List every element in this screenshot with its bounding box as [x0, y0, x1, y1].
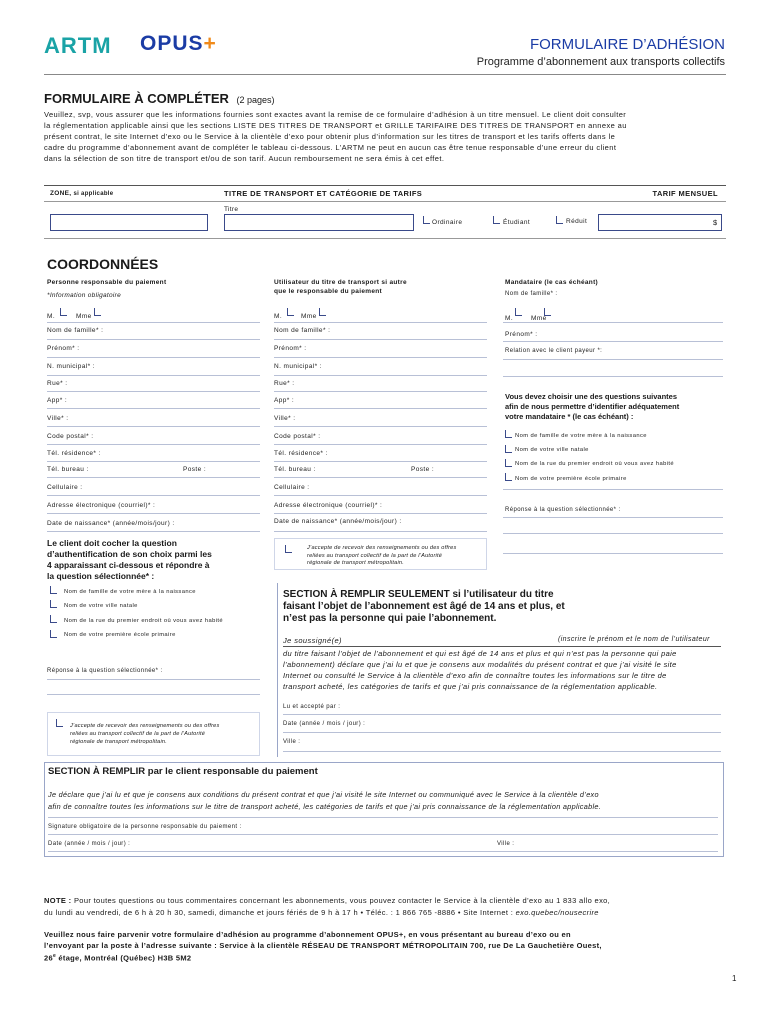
- col3-m-checkbox[interactable]: [515, 308, 522, 316]
- payer-paragraph: [48, 789, 601, 813]
- field-line: [274, 408, 487, 409]
- field-line: [274, 375, 487, 376]
- section14-heading-line: faisant l’objet de l’abonnement est âgé de 14 ans et plus, et: [283, 601, 565, 612]
- titre-header: TITRE DE TRANSPORT ET CATÉGORIE DE TARIFS: [224, 189, 423, 198]
- field-line: [47, 339, 260, 340]
- field-line: [48, 834, 718, 835]
- col3-question-intro: [505, 392, 679, 422]
- col2-m-label: M.: [274, 313, 283, 320]
- artm-logo: ARTM: [44, 33, 112, 58]
- col1-nom-field[interactable]: Nom de famille* :: [47, 327, 104, 334]
- col3-m-label: M.: [505, 315, 514, 322]
- auth-q-ecole-checkbox[interactable]: [50, 630, 57, 638]
- field-line: [503, 359, 723, 360]
- col3-q-ecole-label: Nom de votre première école primaire: [515, 476, 627, 482]
- col1-naissance-field[interactable]: Date de naissance* (année/mois/jour) :: [47, 520, 175, 527]
- field-line: [274, 391, 487, 392]
- payer-signature-field[interactable]: Signature obligatoire de la personne responsable du paiement :: [48, 824, 242, 830]
- intro-paragraph: [44, 109, 734, 164]
- reduit-label: Réduit: [566, 218, 588, 225]
- col1-code-postal-field[interactable]: Code postal* :: [47, 433, 94, 440]
- footer-note-label: NOTE :: [44, 896, 72, 905]
- col3-question-line: votre mandataire * (le cas échéant) :: [505, 412, 634, 421]
- col3-q-mere-label: Nom de famille de votre mère à la naissance: [515, 433, 647, 439]
- col3-q-ville-label: Nom de votre ville natale: [515, 447, 589, 453]
- intro-line: cadre du programme d’abonnement avant de compléter le tableau ci-dessous. L’ARTM ne peut en aucun cas être tenue responsable d’une erreur du client: [44, 143, 617, 152]
- field-line: [274, 357, 487, 358]
- col3-header: Mandataire (le cas échéant): [505, 279, 598, 286]
- col2-header-line: Utilisateur du titre de transport si autre: [274, 279, 407, 286]
- col3-mme-label: Mme: [531, 315, 547, 322]
- ordinaire-label: Ordinaire: [432, 219, 463, 226]
- field-line: [48, 817, 718, 818]
- opus-logo-text: OPUS: [140, 32, 204, 55]
- col1-mme-checkbox[interactable]: [94, 308, 101, 316]
- tarif-header: TARIF MENSUEL: [652, 189, 718, 198]
- etudiant-label: Étudiant: [503, 219, 531, 226]
- footer-note-text: du lundi au vendredi, de 6 h à 20 h 30, samedi, dimanche et jours fériés de 9 h à 17 h • Téléc. : 1 866 765 -8886 • Site Internet :: [44, 908, 516, 917]
- page-number: 1: [732, 974, 737, 983]
- intro-line: Veuillez, svp, vous assurer que les informations fournies sont exactes avant la remise de ce formulaire d’adhésion à un titre mensuel. Le client doit consulter: [44, 110, 627, 119]
- auth-q-mere-label: Nom de famille de votre mère à la naissance: [64, 589, 196, 595]
- footer-send-address: étage, Montréal (Québec) H3B 5M2: [56, 953, 192, 963]
- auth-consent-line: J’accepte de recevoir des renseignements ou des offres: [70, 723, 220, 729]
- col1-tel-bureau-field[interactable]: Tél. bureau :: [47, 466, 89, 473]
- section14-ville-field[interactable]: Ville :: [283, 739, 301, 745]
- field-line: [274, 426, 487, 427]
- field-line: [47, 408, 260, 409]
- col3-nom-label: Nom de famille* :: [505, 291, 558, 297]
- field-line: [47, 531, 260, 532]
- field-line: [47, 357, 260, 358]
- auth-q-ville-checkbox[interactable]: [50, 600, 57, 608]
- footer-note: [44, 895, 610, 919]
- col2-courriel-field[interactable]: Adresse électronique (courriel)* :: [274, 502, 383, 509]
- intro-line: présent contrat, le site Internet d’exo ou le Service à la clientèle d’exo pour obtenir plus d’information sur les titres de transport et les tarifs offerts dans le: [44, 132, 616, 141]
- col3-q-ecole-checkbox[interactable]: [505, 473, 512, 481]
- payer-paragraph-line: afin de connaître toutes les informations sur le titre de transport acheté, les catégories de tarifs et que j’ai pris connaissance de la réglementation applicable.: [48, 802, 602, 811]
- col3-q-mere-checkbox[interactable]: [505, 430, 512, 438]
- auth-consent-text: [70, 722, 219, 746]
- opus-logo: [140, 32, 217, 56]
- section14-date-field[interactable]: Date (année / mois / jour) :: [283, 721, 366, 727]
- col2-naissance-field[interactable]: Date de naissance* (année/mois/jour) :: [274, 518, 402, 525]
- col1-tel-residence-field[interactable]: Tél. résidence* :: [47, 450, 101, 457]
- section14-paragraph-line: l’abonnement) déclare que j’ai lu et que je consens aux modalités du présent contrat et que j’ai visité le site: [283, 660, 677, 669]
- tarif-input[interactable]: [598, 214, 722, 231]
- col3-relation-field[interactable]: Relation avec le client payeur *:: [505, 348, 603, 354]
- field-line: [503, 489, 723, 490]
- payer-paragraph-line: Je déclare que j’ai lu et que je consens aux conditions du présent contrat et que j’ai visité le site Internet ou communiqué avec le Service à la clientèle d’exo: [48, 790, 599, 799]
- col1-note: *Information obligatoire: [47, 292, 122, 299]
- field-line: [47, 495, 260, 496]
- col2-tel-bureau-field[interactable]: Tél. bureau :: [274, 466, 316, 473]
- col1-no-municipal-field[interactable]: N. municipal* :: [47, 363, 95, 370]
- col1-ville-field[interactable]: Ville* :: [47, 415, 69, 422]
- col2-no-municipal-field[interactable]: N. municipal* :: [274, 363, 322, 370]
- user-consent-line: J’accepte de recevoir des renseignements ou des offres: [307, 545, 457, 551]
- auth-heading-line: 4 apparaissant ci-dessous et répondre à: [47, 560, 210, 570]
- field-line: [283, 714, 721, 715]
- col1-m-checkbox[interactable]: [60, 308, 67, 316]
- auth-heading-line: d’authentification de son choix parmi les: [47, 549, 212, 559]
- section14-heading-rest: si l’utilisateur du titre: [449, 589, 554, 600]
- intro-pages: (2 pages): [236, 95, 275, 105]
- footer-send: [44, 929, 602, 964]
- section14-heading-line: n’est pas la personne qui paie l’abonnement.: [283, 613, 497, 624]
- field-line: [47, 461, 260, 462]
- table-bottom-line: [44, 238, 726, 239]
- col1-rue-field[interactable]: Rue* :: [47, 380, 68, 387]
- field-line: [503, 533, 723, 534]
- payer-heading-bold: SECTION À REMPLIR: [48, 766, 146, 777]
- col2-ville-field[interactable]: Ville* :: [274, 415, 296, 422]
- col2-tel-residence-field[interactable]: Tél. résidence* :: [274, 450, 328, 457]
- field-line: [503, 322, 723, 323]
- user-consent-checkbox[interactable]: [285, 545, 292, 553]
- intro-line: dans la sélection de son titre de transport et/ou de son tarif. Aucun remboursement ne sera émis à cet effet.: [44, 154, 445, 163]
- col3-mme-checkbox[interactable]: [544, 308, 551, 316]
- col2-m-checkbox[interactable]: [287, 308, 294, 316]
- etudiant-checkbox[interactable]: [493, 216, 500, 224]
- section-heading: [44, 91, 275, 106]
- field-line: [283, 751, 721, 752]
- col3-q-ville-checkbox[interactable]: [505, 445, 512, 453]
- footer-send-line: l’envoyant par la poste à l’adresse suivante : Service à la clientèle RÉSEAU DE TRANSPORT MÉTROPOLITAIN 700, rue De La Gauchetière Ouest,: [44, 941, 602, 950]
- field-line: [47, 391, 260, 392]
- col2-app-field[interactable]: App* :: [274, 397, 295, 404]
- titre-label: Titre: [224, 206, 239, 213]
- col1-app-field[interactable]: App* :: [47, 397, 68, 404]
- user-consent-line: reliées au transport collectif de la part de l’Autorité: [307, 552, 443, 559]
- coordonnees-heading: COORDONNÉES: [47, 256, 159, 272]
- field-line: [274, 495, 487, 496]
- auth-reponse-field[interactable]: Réponse à la question sélectionnée* :: [47, 668, 163, 674]
- header-divider: [44, 74, 726, 75]
- col3-question-line: afin de nous permettre d’identifier adéquatement: [505, 402, 680, 411]
- form-subtitle: Programme d’abonnement aux transports collectifs: [476, 56, 725, 68]
- form-title: FORMULAIRE D’ADHÉSION: [529, 36, 725, 53]
- field-line: [283, 732, 721, 733]
- field-line: [503, 341, 723, 342]
- field-line: [47, 322, 260, 323]
- field-line: [274, 339, 487, 340]
- col3-q-rue-label: Nom de la rue du premier endroit où vous avez habité: [515, 461, 675, 467]
- col1-mme-label: Mme: [76, 313, 92, 320]
- col2-cellulaire-field[interactable]: Cellulaire :: [274, 484, 310, 491]
- col3-reponse-field[interactable]: Réponse à la question sélectionnée* :: [505, 507, 621, 513]
- field-line: [47, 679, 260, 680]
- field-line: [283, 646, 721, 647]
- col2-mme-checkbox[interactable]: [319, 308, 326, 316]
- section14-paragraph: [283, 648, 677, 692]
- col2-poste-field[interactable]: Poste :: [411, 466, 435, 473]
- table-header-line: [44, 201, 726, 202]
- col2-nom-field[interactable]: Nom de famille* :: [274, 327, 331, 334]
- auth-consent-line: reliées au transport collectif de la part de l’Autorité: [70, 731, 206, 737]
- zone-header: [50, 189, 113, 199]
- footer-website-link[interactable]: exo.quebec/nousecrire: [515, 908, 599, 917]
- footer-note-line: [44, 907, 610, 919]
- col1-cellulaire-field[interactable]: Cellulaire :: [47, 484, 83, 491]
- field-line: [503, 376, 723, 377]
- payer-heading: [48, 766, 318, 777]
- col1-header: Personne responsable du paiement: [47, 279, 167, 286]
- footer-send-sup: e: [52, 953, 57, 959]
- field-line: [274, 531, 487, 532]
- col3-question-line: Vous devez choisir une des questions suivantes: [505, 392, 677, 401]
- auth-q-rue-label: Nom de la rue du premier endroit où vous avez habité: [64, 618, 224, 624]
- auth-q-mere-checkbox[interactable]: [50, 586, 57, 594]
- titre-input[interactable]: [224, 214, 414, 231]
- col3-prenom-field[interactable]: Prénom* :: [505, 331, 538, 338]
- field-line: [274, 477, 487, 478]
- auth-q-ecole-label: Nom de votre première école primaire: [64, 632, 176, 638]
- footer-send-floor: 26: [44, 953, 53, 963]
- auth-q-rue-checkbox[interactable]: [50, 615, 57, 623]
- footer-note-text: Pour toutes questions ou tous commentaires concernant les abonnements, vous pouvez contacter le Service à la clientèle d’exo au 1 833 allo exo,: [71, 896, 611, 905]
- field-line: [47, 513, 260, 514]
- reduit-checkbox[interactable]: [556, 216, 563, 224]
- lu-accepte-field[interactable]: Lu et accepté par :: [283, 704, 341, 710]
- payer-ville-field[interactable]: Ville :: [497, 841, 515, 847]
- field-line: [274, 513, 487, 514]
- field-line: [47, 375, 260, 376]
- col2-rue-field[interactable]: Rue* :: [274, 380, 295, 387]
- field-line: [47, 426, 260, 427]
- section14-paragraph-line: transport acheté, les catégories de tarifs et que j’ai pris connaissance de la réglementation applicable.: [283, 682, 658, 691]
- payer-heading-rest: par le client responsable du paiement: [145, 766, 318, 777]
- ordinaire-checkbox[interactable]: [423, 216, 430, 224]
- section14-heading-line: [283, 589, 565, 601]
- zone-suffix: si applicable: [73, 191, 114, 197]
- soussigne-field[interactable]: Je soussigné(e): [283, 636, 342, 645]
- user-consent-line: régionale de transport métropolitain.: [307, 560, 404, 566]
- field-line: [48, 851, 718, 852]
- field-line: [274, 322, 487, 323]
- col1-poste-field[interactable]: Poste :: [183, 466, 207, 473]
- user-consent-text: [307, 545, 456, 568]
- payer-date-field[interactable]: Date (année / mois / jour) :: [48, 841, 131, 847]
- auth-heading-line: la question sélectionnée* :: [47, 571, 155, 581]
- field-line: [503, 517, 723, 518]
- col2-header-line: que le responsable du paiement: [274, 288, 382, 295]
- table-top-line: [44, 185, 726, 186]
- col3-q-rue-checkbox[interactable]: [505, 459, 512, 467]
- section14-heading-bold: SECTION À REMPLIR SEULEMENT: [283, 589, 450, 600]
- intro-heading: FORMULAIRE À COMPLÉTER: [44, 91, 229, 106]
- section14-paragraph-line: du titre faisant l’objet de l’abonnement et qui est âgé de 14 ans et plus et qui n’est pas la personne qui paie: [283, 649, 677, 658]
- footer-note-line: [44, 895, 610, 907]
- auth-heading-line: Le client doit cocher la question: [47, 538, 177, 548]
- col1-courriel-field[interactable]: Adresse électronique (courriel)* :: [47, 502, 156, 509]
- footer-send-line: Veuillez nous faire parvenir votre formulaire d’adhésion au programme d’abonnement OPUS+, en vous présentant au bureau d’exo ou en: [44, 930, 571, 939]
- dollar-sign: $: [713, 218, 718, 227]
- section14-heading: [283, 589, 565, 625]
- field-line: [47, 477, 260, 478]
- auth-q-ville-label: Nom de votre ville natale: [64, 603, 138, 609]
- col1-prenom-field[interactable]: Prénom* :: [47, 345, 80, 352]
- zone-label: ZONE,: [50, 190, 72, 197]
- opus-plus-icon: +: [203, 32, 217, 55]
- field-line: [47, 694, 260, 695]
- auth-heading: [47, 538, 212, 582]
- col2-mme-label: Mme: [301, 313, 317, 320]
- inscrire-label: (inscrire le prénom et le nom de l’utilisateur: [558, 636, 710, 643]
- auth-consent-checkbox[interactable]: [56, 719, 63, 727]
- col1-m-label: M.: [47, 313, 56, 320]
- col2-prenom-field[interactable]: Prénom* :: [274, 345, 307, 352]
- section14-left-border: [277, 583, 278, 757]
- footer-send-line: [44, 951, 602, 964]
- intro-line: la réglementation applicable ainsi que les sections LISTE DES TITRES DE TRANSPORT et GRILLE TARIFAIRE DES TITRES DE TRANSPORT en annexe au: [44, 121, 627, 130]
- section14-paragraph-line: Internet ou consulté le Service à la clientèle d’exo afin de connaître toutes les informations sur le titre de: [283, 671, 667, 680]
- field-line: [47, 444, 260, 445]
- field-line: [274, 444, 487, 445]
- zone-input[interactable]: [50, 214, 208, 231]
- auth-consent-line: régionale de transport métropolitain.: [70, 739, 167, 745]
- field-line: [274, 461, 487, 462]
- col2-code-postal-field[interactable]: Code postal* :: [274, 433, 321, 440]
- col2-header: [274, 278, 407, 296]
- field-line: [503, 553, 723, 554]
